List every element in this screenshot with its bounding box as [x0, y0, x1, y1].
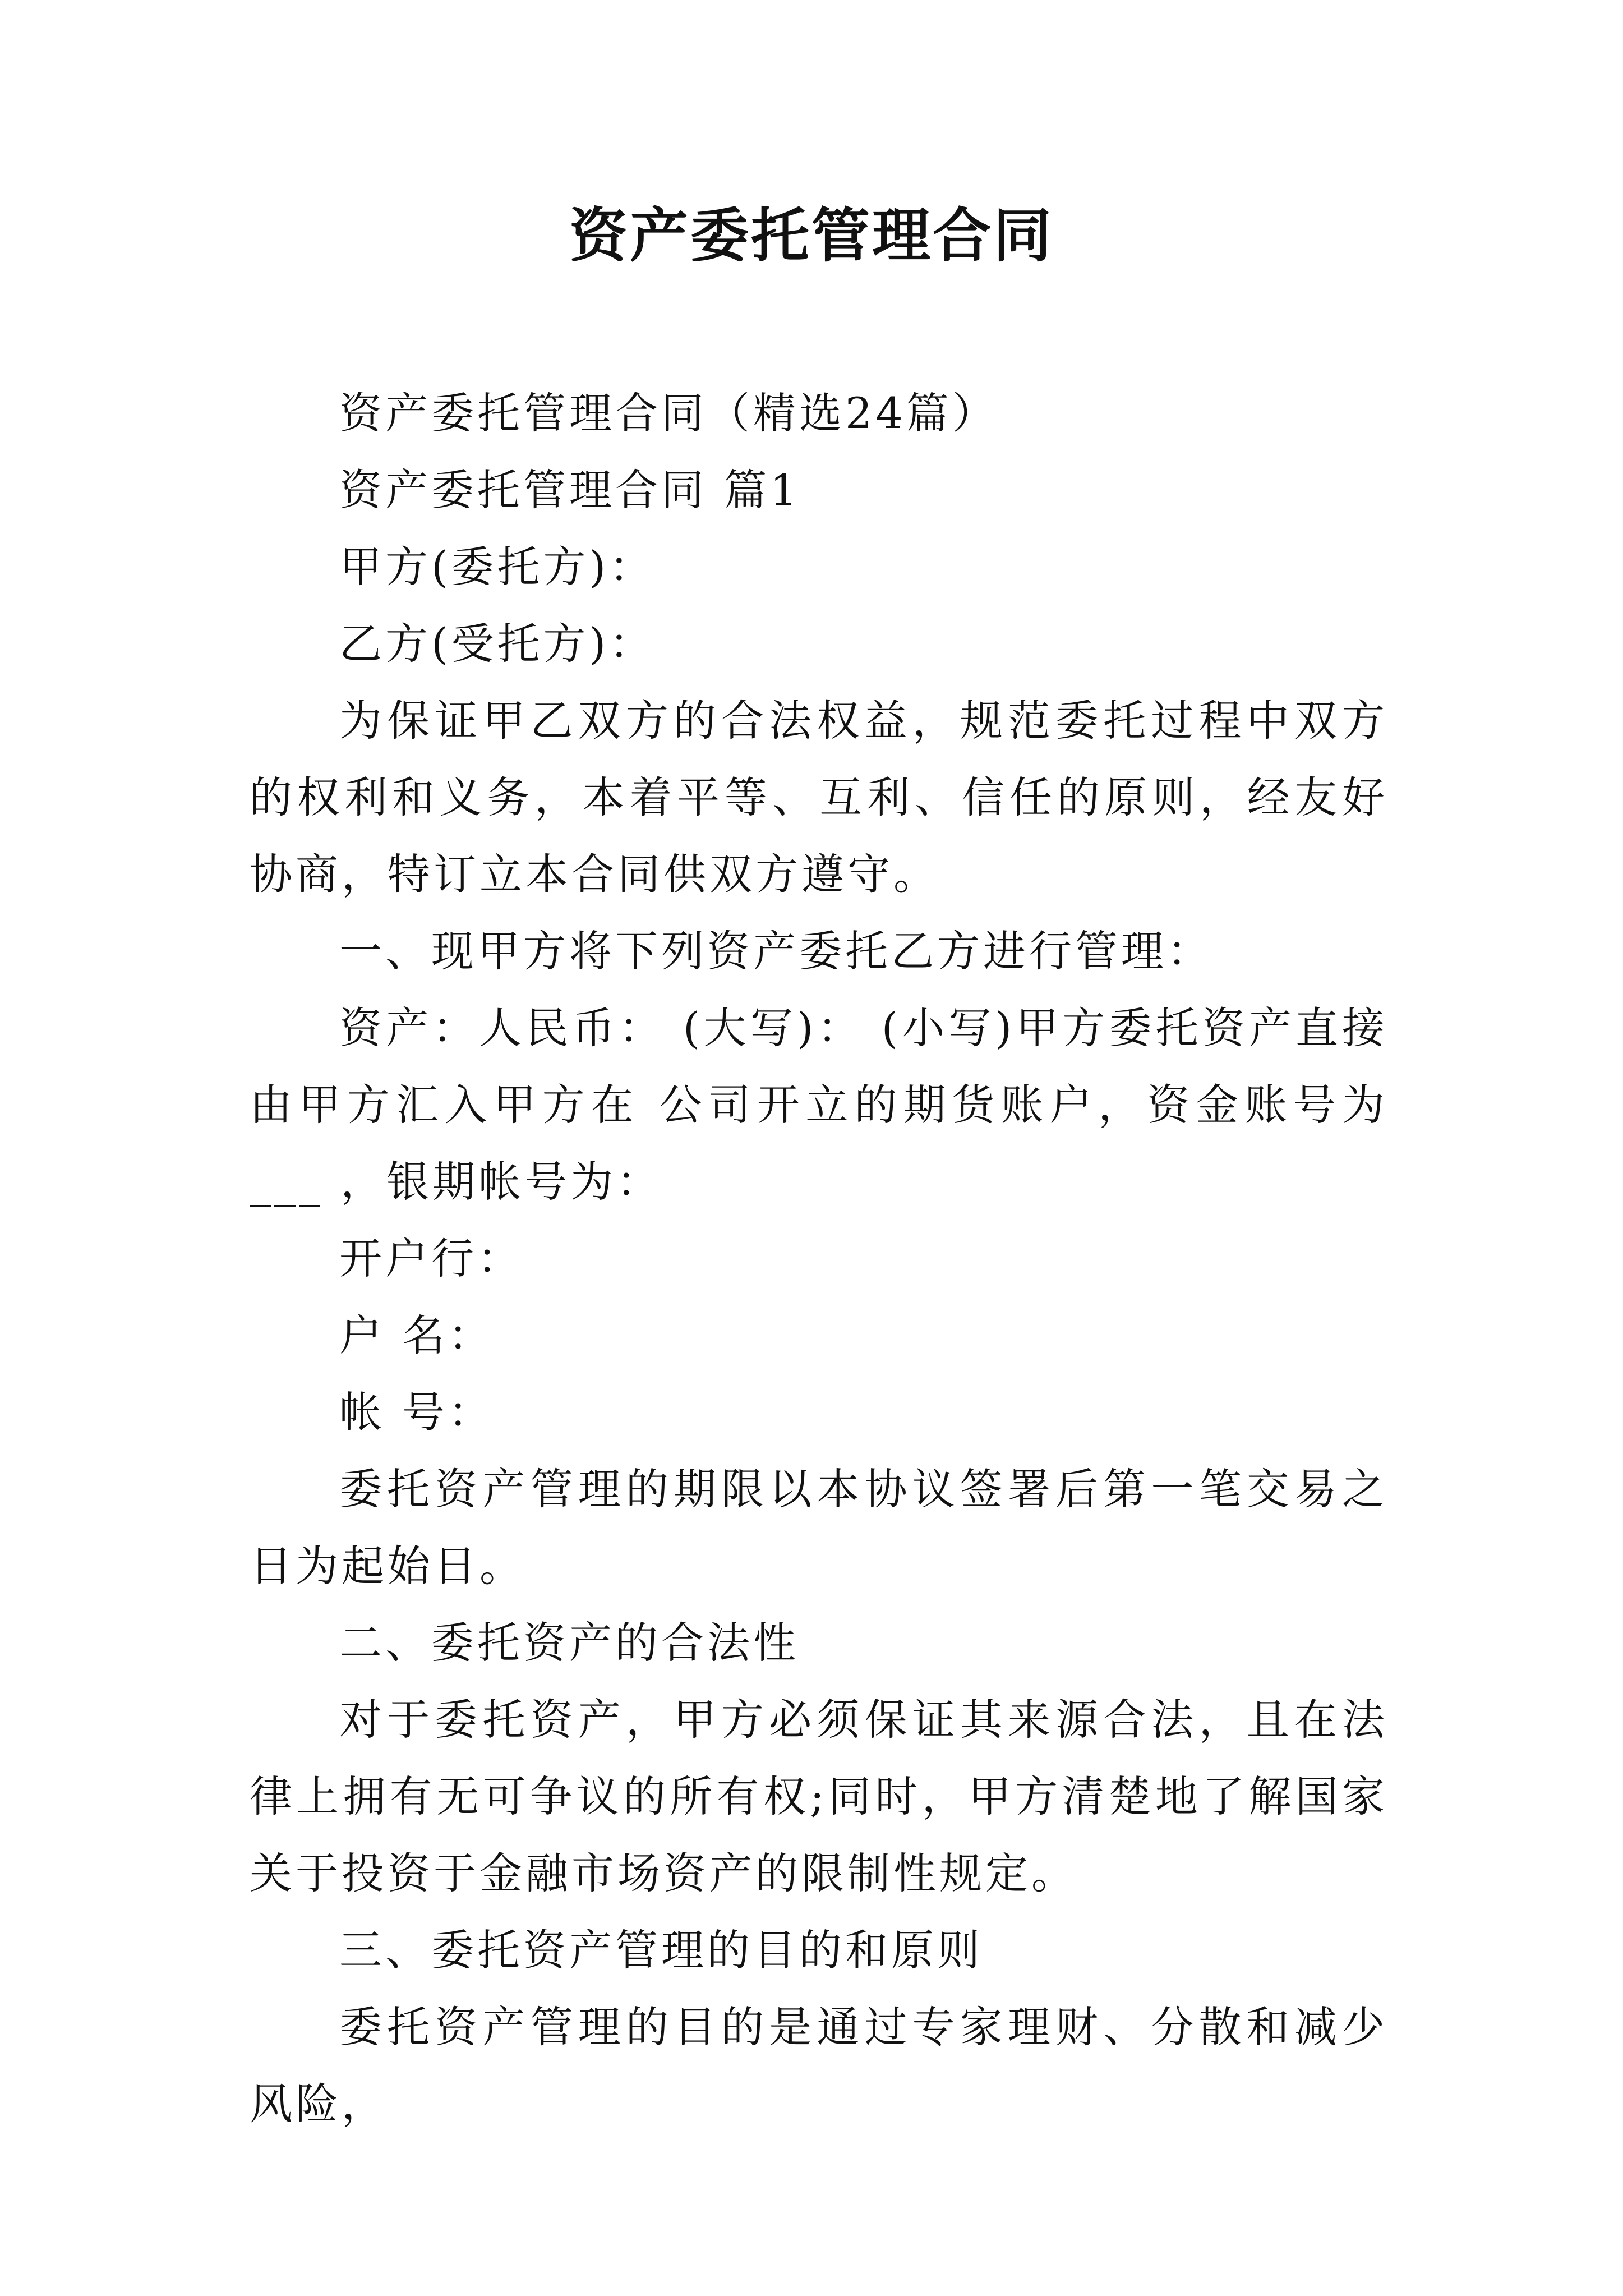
paragraph-preamble: 为保证甲乙双方的合法权益，规范委托过程中双方的权利和义务，本着平等、互利、信任的原则，经友好协商，特订立本合同供双方遵守。: [250, 696, 1388, 899]
paragraph-article-heading: 资产委托管理合同 篇1: [339, 465, 801, 515]
paragraph-purpose: 委托资产管理的目的是通过专家理财、分散和减少风险，: [250, 2002, 1388, 2129]
paragraph-section-2-heading: 二、委托资产的合法性: [339, 1618, 799, 1668]
paragraph-collection-title: 资产委托管理合同（精选24篇）: [339, 388, 998, 438]
paragraph-term: 委托资产管理的期限以本协议签署后第一笔交易之日为起始日。: [250, 1464, 1388, 1591]
document-body: [250, 375, 1388, 2142]
paragraph-section-1-heading: 一、现甲方将下列资产委托乙方进行管理：: [339, 926, 1213, 976]
paragraph-section-3-heading: 三、委托资产管理的目的和原则: [339, 1925, 983, 1975]
paragraph-account-name: 户 名：: [339, 1310, 495, 1360]
paragraph-party-a: 甲方(委托方)：: [339, 542, 656, 592]
paragraph-bank: 开户行：: [339, 1234, 523, 1283]
document-title: 资产委托管理合同: [569, 201, 1054, 270]
paragraph-assets: 资产：人民币： (大写)： (小写)甲方委托资产直接由甲方汇入甲方在 公司开立的期货账户，资金账号为___ ，银期帐号为：: [250, 1003, 1388, 1207]
paragraph-legality: 对于委托资产，甲方必须保证其来源合法，且在法律上拥有无可争议的所有权;同时，甲方清楚地了解国家关于投资于金融市场资产的限制性规定。: [250, 1695, 1388, 1898]
paragraph-party-b: 乙方(受托方)：: [339, 619, 656, 669]
paragraph-account-number: 帐 号：: [339, 1387, 495, 1437]
